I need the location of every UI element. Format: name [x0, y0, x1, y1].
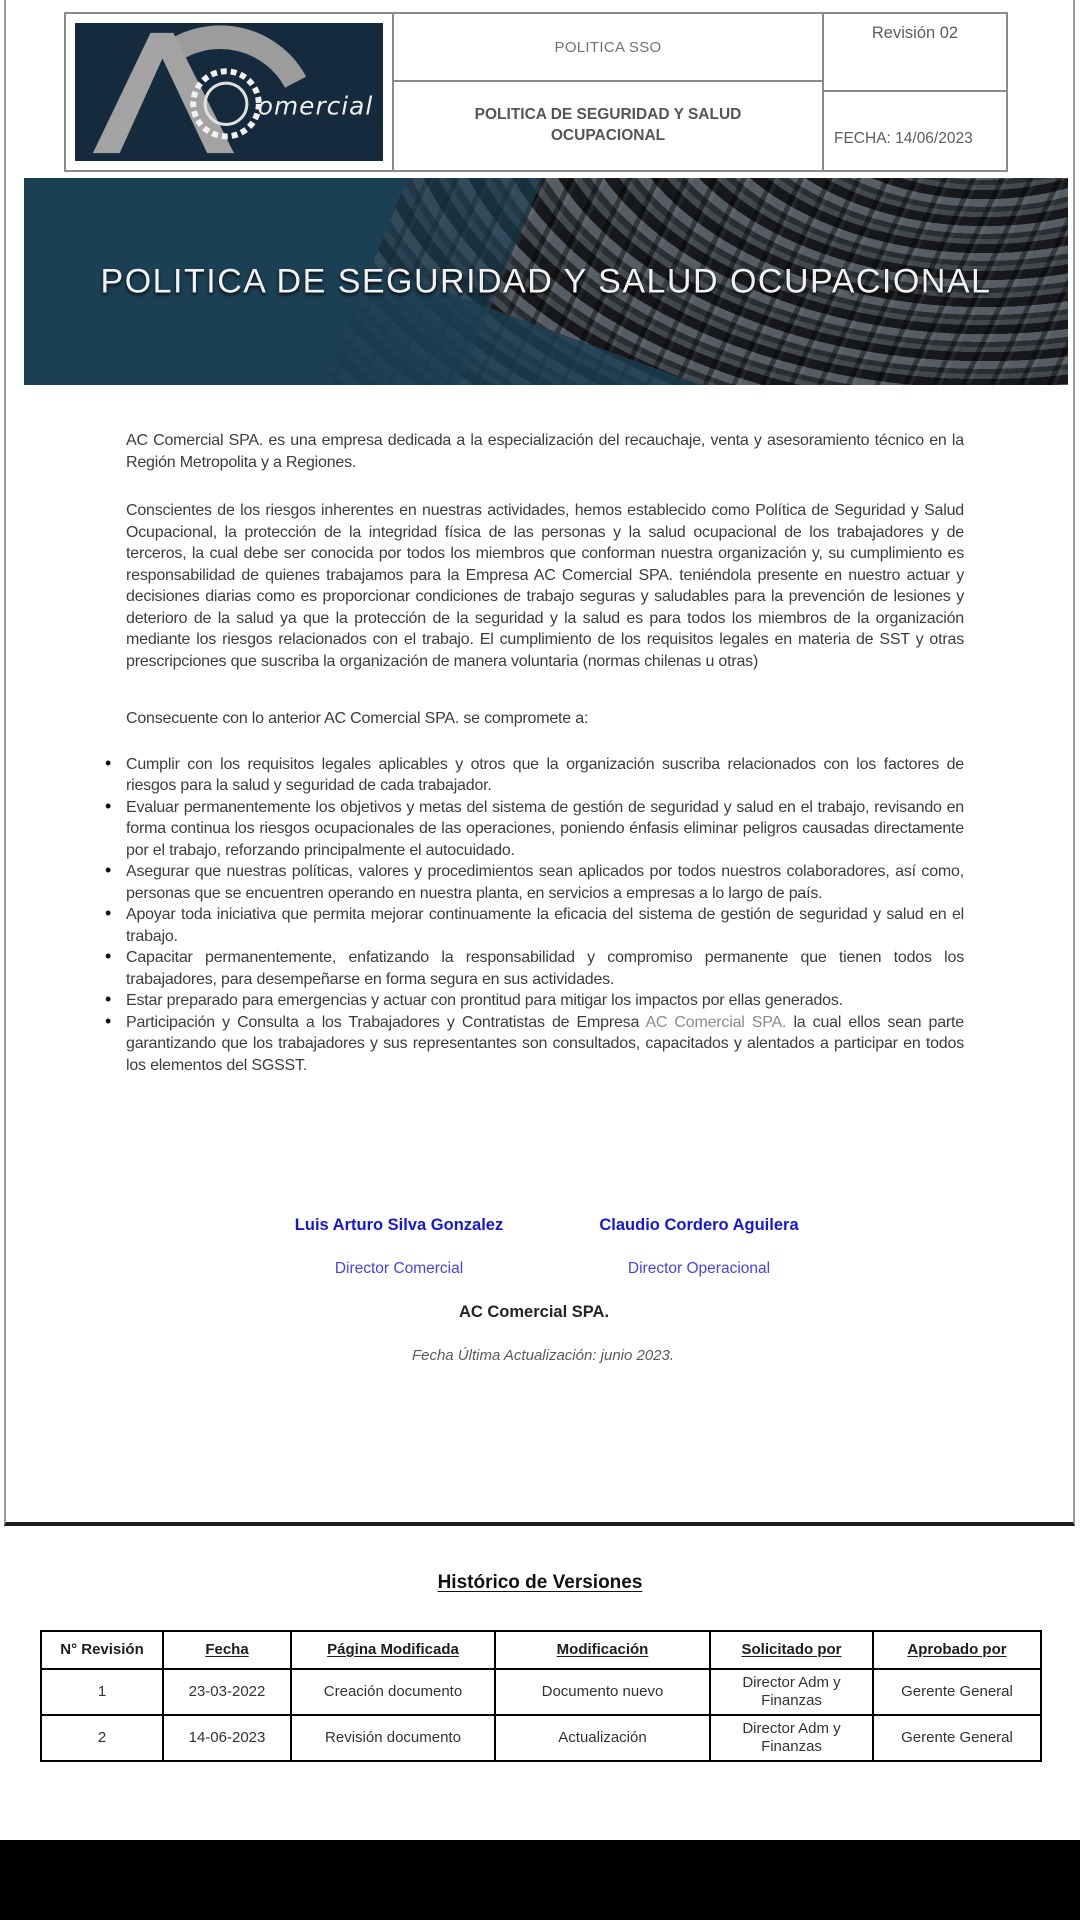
col-header-approved-by [873, 1631, 1041, 1669]
versions-table [40, 1630, 1042, 1762]
cell-page-modified: Revisión documento [291, 1715, 495, 1761]
col-header-text: Solicitado por [741, 1641, 842, 1658]
commitment-intro: Consecuente con lo anterior AC Comercial SPA. se compromete a: [126, 710, 589, 727]
versions-header-row [41, 1631, 1041, 1669]
signature-role-right: Director Operacional [627, 1260, 771, 1277]
banner-title: POLITICA DE SEGURIDAD Y SALUD OCUPACIONAL [100, 262, 992, 300]
cell-approved-by: Gerente General [873, 1715, 1041, 1761]
versions-title-text: Histórico de Versiones [437, 1572, 643, 1593]
col-header-modification [495, 1631, 710, 1669]
cell-page-modified: Creación documento [291, 1669, 495, 1715]
cell-date: 14-06-2023 [163, 1715, 291, 1761]
signature-block [126, 1216, 964, 1386]
table-row [41, 1715, 1041, 1761]
cell-modification: Actualización [495, 1715, 710, 1761]
document-page [4, 0, 1075, 1526]
header-title-cell [394, 14, 824, 170]
col-header-text: Aprobado por [907, 1641, 1007, 1658]
list-item: • Cumplir con los requisitos legales aplicables y otros que la organización suscriba relacionados con los factores de riesgos para la salud y seguridad de cada trabajador. [98, 754, 964, 797]
signature-company: AC Comercial SPA. [458, 1303, 610, 1321]
cell-modification: Documento nuevo [495, 1669, 710, 1715]
col-header-text: N° Revisión [60, 1641, 144, 1658]
versions-title [0, 1572, 1080, 1594]
bullet-text-post: la cual ellos sean parte garantizando que los trabajadores y sus representantes son consultados, capacitados y alentados a participar en todos los elementos del SGSST. [126, 1013, 964, 1074]
ac-comercial-logo [75, 23, 383, 161]
revision-label: Revisión 02 [824, 14, 1006, 92]
col-header-text: Modificación [556, 1641, 649, 1658]
col-header-revision [41, 1631, 163, 1669]
doc-title: POLITICA DE SEGURIDAD Y SALUD OCUPACIONAL [474, 106, 742, 144]
list-item: • Capacitar permanentemente, enfatizando la responsabilidad y compromiso permanente que tienen todos los trabajadores, para desempeñarse en forma segura en sus actividades. [98, 947, 964, 990]
list-item: • Asegurar que nuestras políticas, valores y procedimientos sean aplicados por todos nuestros colaboradores, así como, personas que se encuentren operando en nuestra planta, en servicios a empresas a lo largo de país. [98, 861, 964, 904]
table-row [41, 1669, 1041, 1715]
list-item: • Estar preparado para emergencias y actuar con prontitud para mitigar los impactos por ellas generados. [98, 990, 964, 1012]
company-mention: AC Comercial SPA. [645, 1013, 787, 1031]
cell-requested-by: Director Adm y Finanzas [710, 1715, 873, 1761]
list-item: • Apoyar toda iniciativa que permita mejorar continuamente la eficacia del sistema de gestión de seguridad y salud en el trabajo. [98, 904, 964, 947]
col-header-date [163, 1631, 291, 1669]
col-header-requested-by [710, 1631, 873, 1669]
policy-paragraph-2: Conscientes de los riesgos inherentes en nuestras actividades, hemos establecido como Política de Seguridad y Salud Ocupacional, la protección de la integridad física de las personas y la salud ocupacional de los trabajadores y de terceros, la cual debe ser conocida por todos los miembros que conforman nuestra organización y, su cumplimiento es responsabilidad de quienes trabajamos para la Empresa AC Comercial SPA. teniéndola presente en nuestro actuar y decisiones diarias como es proporcionar condiciones de trabajo seguras y saludables para la prevención de lesiones y deterioro de la salud ya que la protección de la seguridad y la salud es para todos los miembros de la organización mediante los riesgos relacionados con el trabajo. El cumplimiento de los requisitos legales en materia de SST y otras prescripciones que suscriba la organización de manera voluntaria (normas chilenas u otras) [126, 502, 964, 670]
cell-revision: 1 [41, 1669, 163, 1715]
signature-role-left: Director Comercial [334, 1260, 464, 1277]
date-label: FECHA: 14/06/2023 [834, 130, 973, 147]
signature-name-right: Claudio Cordero Aguilera [599, 1216, 799, 1234]
policy-paragraph-1: AC Comercial SPA. es una empresa dedicada a la especialización del recauchaje, venta y asesoramiento técnico en la Región Metropolita y a Regiones. [126, 432, 964, 471]
banner-image [24, 178, 1068, 385]
list-item [98, 1012, 964, 1077]
doc-title-cell [394, 82, 822, 170]
commitment-list [126, 754, 964, 1077]
document-header-table [64, 12, 1008, 172]
header-meta-cell [824, 14, 1006, 170]
footer-black-bar [0, 1840, 1080, 1920]
ac-comercial-logo-icon [75, 23, 383, 161]
logo-cell [66, 14, 394, 170]
signature-name-left: Luis Arturo Silva Gonzalez [294, 1216, 504, 1234]
logo-wordmark: omercial [257, 91, 374, 121]
last-update-note: Fecha Última Actualización: junio 2023. [411, 1347, 675, 1364]
col-header-text: Fecha [205, 1641, 249, 1658]
doc-code: POLITICA SSO [394, 14, 822, 82]
cell-approved-by: Gerente General [873, 1669, 1041, 1715]
col-header-page-modified [291, 1631, 495, 1669]
cell-requested-by: Director Adm y Finanzas [710, 1669, 873, 1715]
col-header-text: Página Modificada [327, 1641, 459, 1658]
bullet-text-pre: Participación y Consulta a los Trabajadores y Contratistas de Empresa [126, 1013, 646, 1031]
policy-content [126, 430, 964, 1076]
cell-date: 23-03-2022 [163, 1669, 291, 1715]
cell-revision: 2 [41, 1715, 163, 1761]
list-item: • Evaluar permanentemente los objetivos y metas del sistema de gestión de seguridad y salud en el trabajo, revisando en forma continua los riesgos ocupacionales de las operaciones, poniendo énfasis eliminar peligros causadas directamente por el trabajo, reforzando principalmente el autocuidado. [98, 797, 964, 862]
